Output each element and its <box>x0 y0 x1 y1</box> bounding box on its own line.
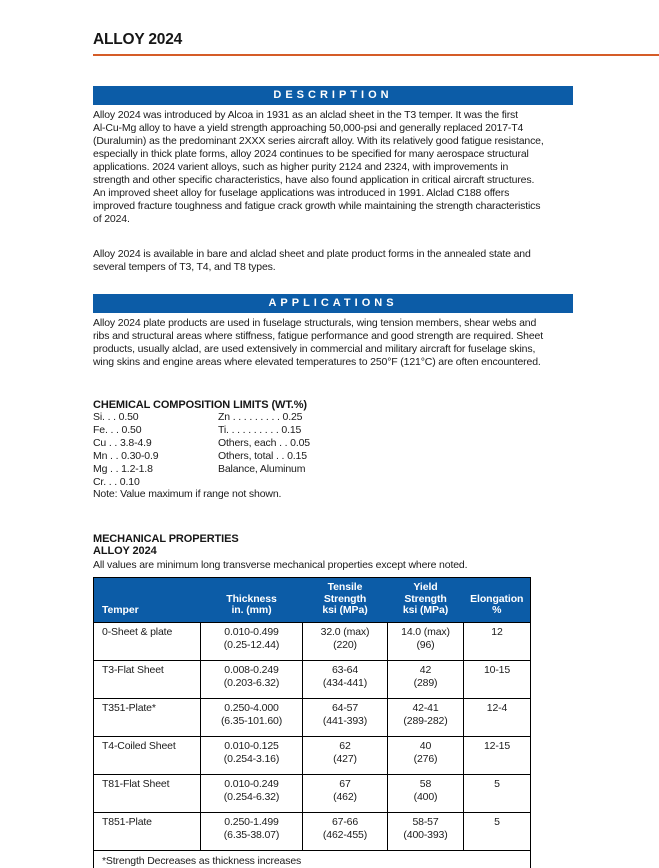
cell-yield: 42 (289) <box>388 660 464 698</box>
mechanical-properties-subheading: ALLOY 2024 <box>93 545 157 558</box>
cell-thickness: 0.250-4.000 (6.35-101.60) <box>201 698 303 736</box>
cell-temper: T4-Coiled Sheet <box>94 736 201 774</box>
cell-thickness: 0.010-0.125 (0.254-3.16) <box>201 736 303 774</box>
mechanical-properties-note: All values are minimum long transverse mechanical properties except where noted. <box>93 559 468 572</box>
table-footnote-row <box>94 850 531 868</box>
chemical-composition-list <box>93 411 573 488</box>
column-header-thickness: Thickness in. (mm) <box>201 578 303 623</box>
table-row <box>94 774 531 812</box>
cell-temper: T81-Flat Sheet <box>94 774 201 812</box>
table-row <box>94 660 531 698</box>
chemical-composition-left-column: Si. . . 0.50 Fe. . . 0.50 Cu . . 3.8-4.9 Mn . . 0.30-0.9 Mg . . 1.2-1.8 Cr. . . 0.10 <box>93 411 159 488</box>
chemical-composition-note: Note: Value maximum if range not shown. <box>93 488 282 501</box>
description-section-banner: DESCRIPTION <box>93 86 573 105</box>
table-row <box>94 698 531 736</box>
cell-yield: 42-41 (289-282) <box>388 698 464 736</box>
cell-yield: 58 (400) <box>388 774 464 812</box>
cell-thickness: 0.010-0.249 (0.254-6.32) <box>201 774 303 812</box>
table-row <box>94 736 531 774</box>
cell-temper: T351-Plate* <box>94 698 201 736</box>
applications-section-banner: APPLICATIONS <box>93 294 573 313</box>
column-header-tensile-strength: Tensile Strength ksi (MPa) <box>303 578 388 623</box>
cell-yield: 14.0 (max) (96) <box>388 622 464 660</box>
table-row <box>94 622 531 660</box>
cell-tensile: 67-66 (462-455) <box>303 812 388 850</box>
cell-tensile: 67 (462) <box>303 774 388 812</box>
chemical-composition-right-column: Zn . . . . . . . . . 0.25 Ti. . . . . . . . . . 0.15 Others, each . . 0.05 Others, total . . 0.15 Balance, Aluminum <box>218 411 310 475</box>
cell-thickness: 0.010-0.499 (0.25-12.44) <box>201 622 303 660</box>
mechanical-properties-heading: MECHANICAL PROPERTIES <box>93 533 239 546</box>
mechanical-properties-section <box>93 533 573 868</box>
applications-paragraph: Alloy 2024 plate products are used in fuselage structurals, wing tension members, shear webs and ribs and structural areas where stiffness, fatigue performance and good strength are required. Sheet products, usually alclad, are used extensively in commercial and military aircraft for fuselage skins, wing skins and engine areas where elevated temperatures to 250°F (121°C) are often encountered. <box>93 317 543 368</box>
column-header-elongation: Elongation % <box>464 578 531 623</box>
table-footnote: *Strength Decreases as thickness increases <box>94 850 531 868</box>
mechanical-properties-table <box>93 577 531 868</box>
page-content <box>93 0 573 868</box>
cell-tensile: 64-57 (441-393) <box>303 698 388 736</box>
cell-temper: T3-Flat Sheet <box>94 660 201 698</box>
column-header-yield-strength: Yield Strength ksi (MPa) <box>388 578 464 623</box>
cell-elongation: 5 <box>464 812 531 850</box>
chemical-composition-heading: CHEMICAL COMPOSITION LIMITS (WT.%) <box>93 399 307 411</box>
cell-tensile: 63-64 (434-441) <box>303 660 388 698</box>
cell-temper: 0-Sheet & plate <box>94 622 201 660</box>
cell-tensile: 32.0 (max) (220) <box>303 622 388 660</box>
cell-yield: 58-57 (400-393) <box>388 812 464 850</box>
cell-thickness: 0.008-0.249 (0.203-6.32) <box>201 660 303 698</box>
table-row <box>94 812 531 850</box>
cell-temper: T851-Plate <box>94 812 201 850</box>
description-paragraph-1: Alloy 2024 was introduced by Alcoa in 1931 as an alclad sheet in the T3 temper. It was the first Al-Cu-Mg alloy to have a yield strength approaching 50,000-psi and generally replaced 2017-T4 (Duralumin) as the predominant 2XXX series aircraft alloy. With its relatively good fatigue resistance, especially in thick plate forms, alloy 2024 continues to be specified for many aerospace structural applications. 2024 varient alloys, such as higher purity 2124 and 2324, with improvements in strength and other specific characteristics, have also found application in critical aircraft structures. An improved sheet alloy for fuselage applications was introduced in 1991. Alclad C188 offers improved fracture toughness and fatigue crack growth while maintaining the strength characteristics of 2024. <box>93 109 544 225</box>
column-header-temper: Temper <box>94 578 201 623</box>
cell-elongation: 10-15 <box>464 660 531 698</box>
page-title: ALLOY 2024 <box>93 31 183 48</box>
cell-tensile: 62 (427) <box>303 736 388 774</box>
cell-elongation: 12 <box>464 622 531 660</box>
title-rule <box>93 54 659 56</box>
cell-yield: 40 (276) <box>388 736 464 774</box>
cell-thickness: 0.250-1.499 (6.35-38.07) <box>201 812 303 850</box>
table-header-row <box>94 578 531 623</box>
cell-elongation: 12-15 <box>464 736 531 774</box>
description-paragraph-2: Alloy 2024 is available in bare and alclad sheet and plate product forms in the annealed state and several tempers of T3, T4, and T8 types. <box>93 248 531 273</box>
cell-elongation: 12-4 <box>464 698 531 736</box>
cell-elongation: 5 <box>464 774 531 812</box>
